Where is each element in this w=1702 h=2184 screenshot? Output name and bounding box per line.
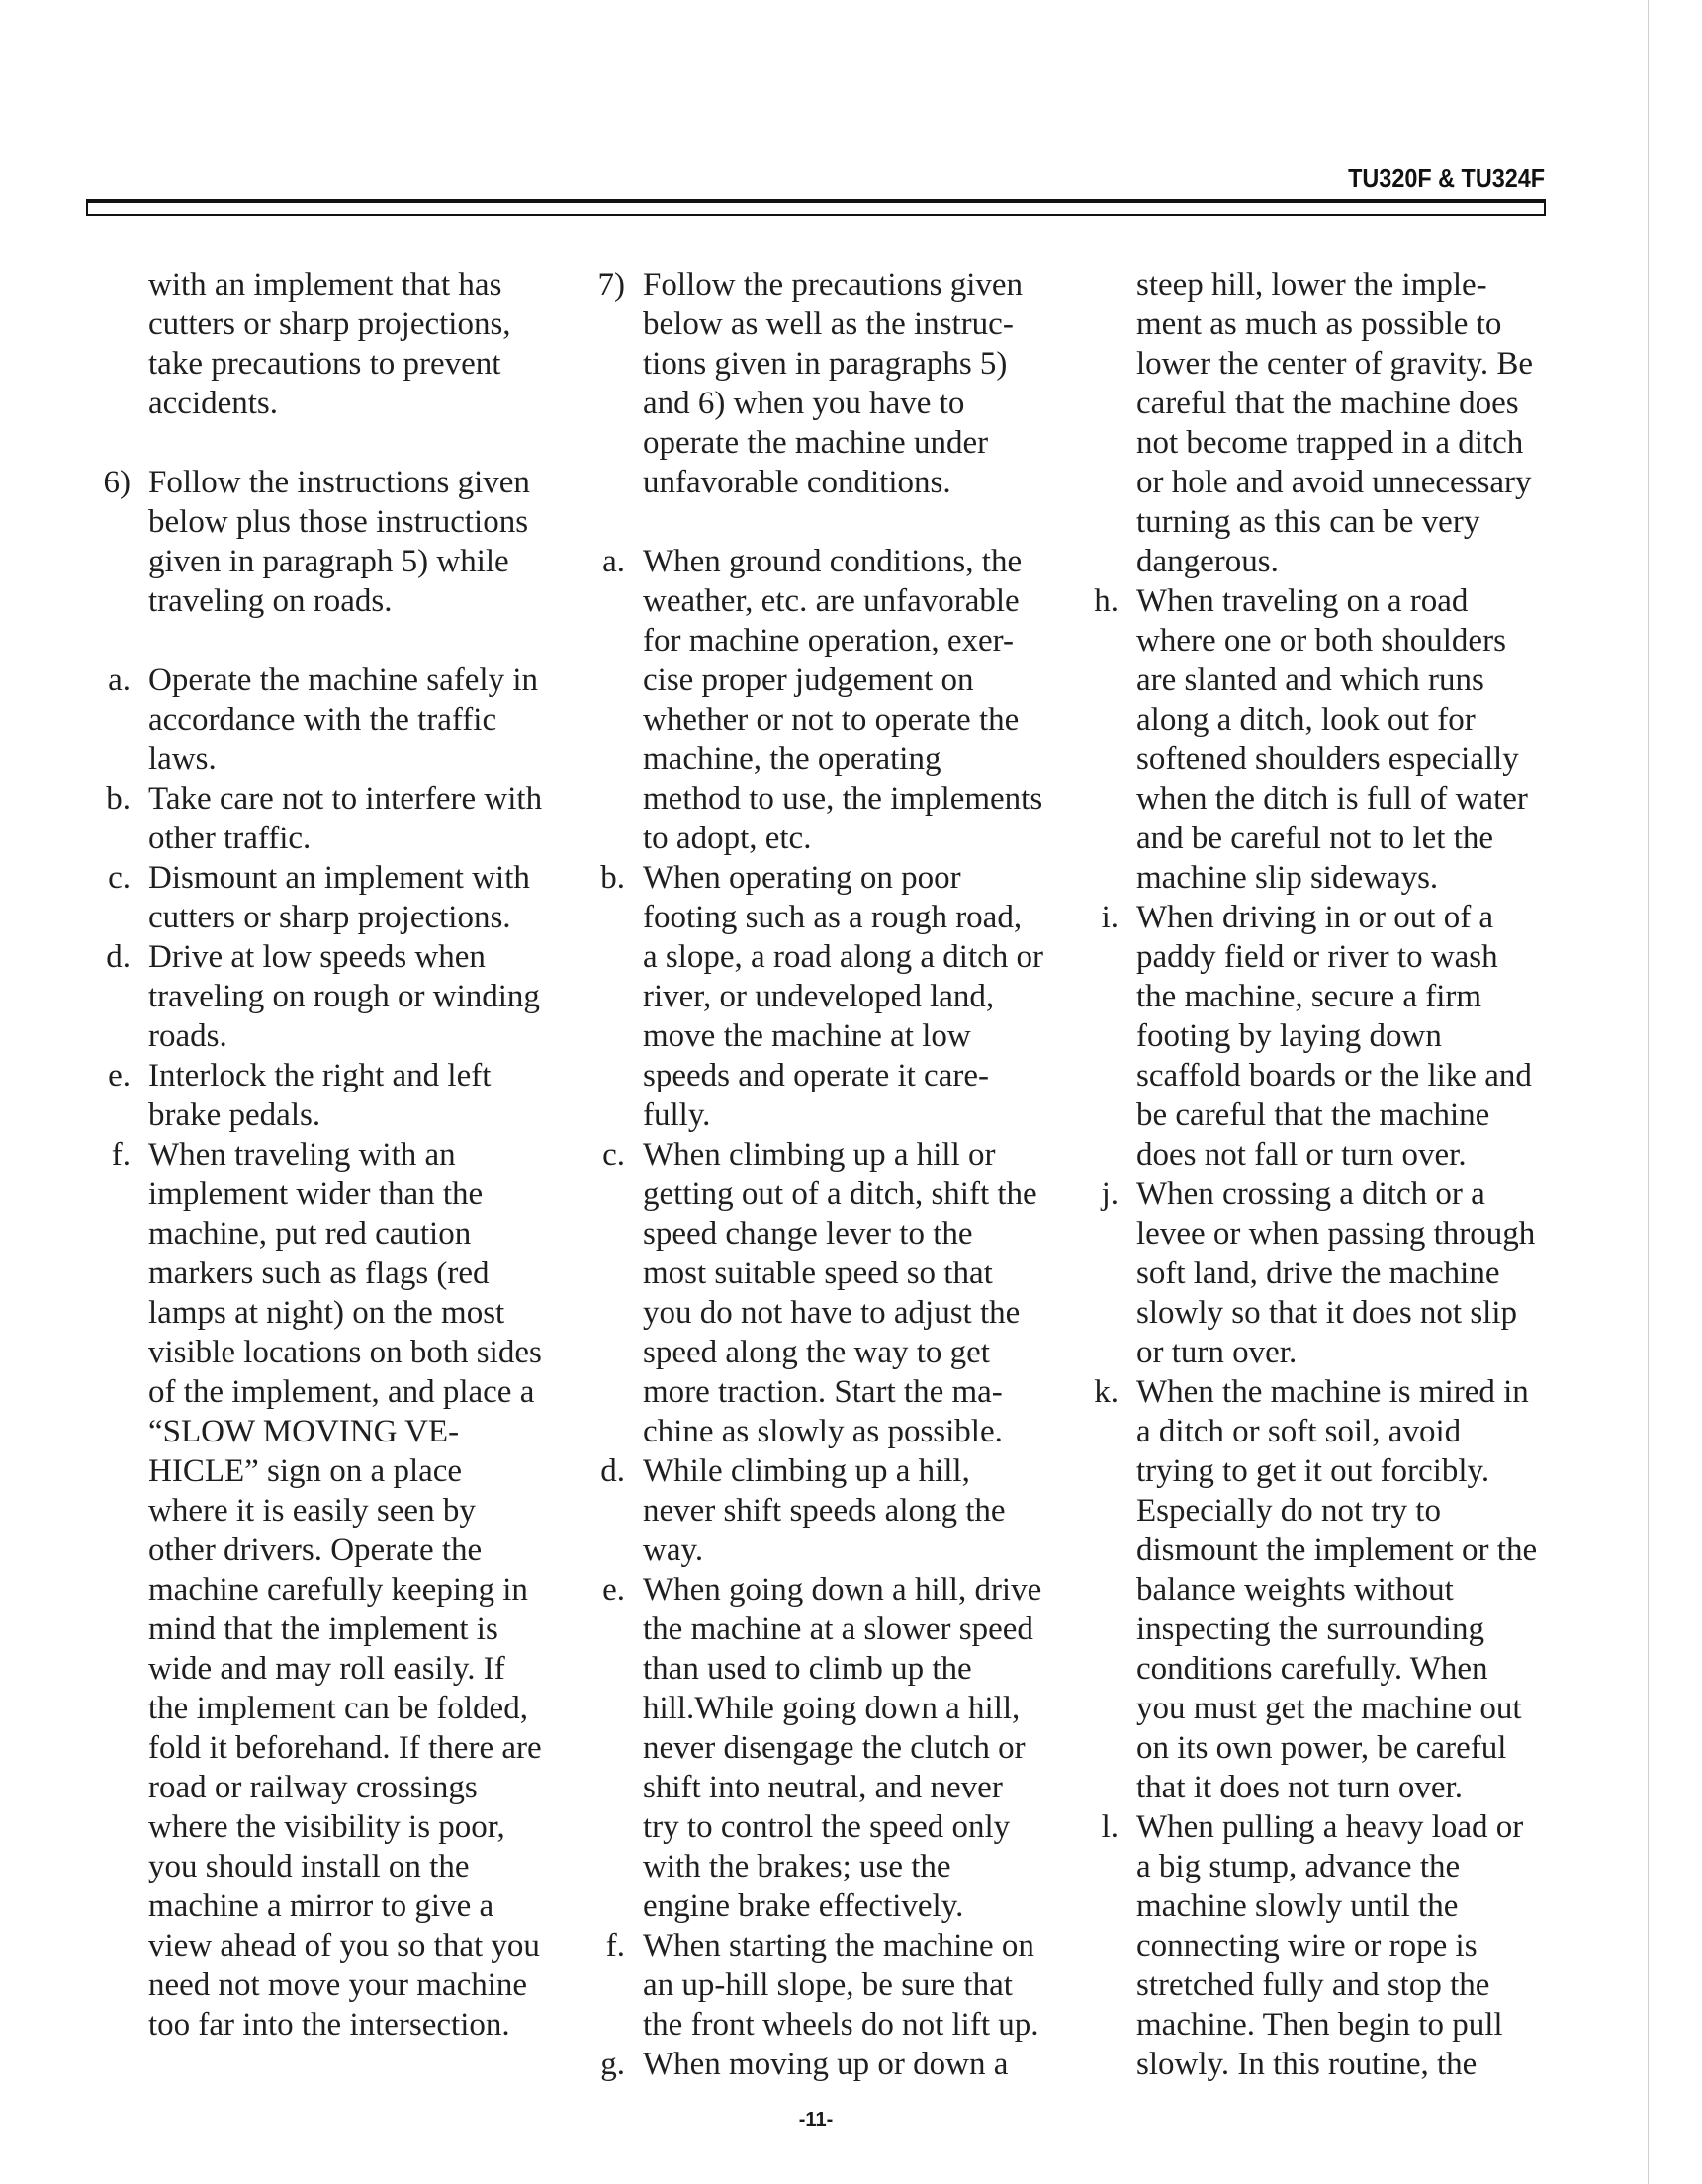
text-line: where it is easily seen by	[148, 1493, 476, 1529]
item-number: 7)	[597, 267, 625, 303]
text-line: When traveling with an	[148, 1137, 456, 1173]
text-line: While climbing up a hill,	[643, 1453, 970, 1489]
text-line: When driving in or out of a	[1136, 900, 1494, 935]
text-line: steep hill, lower the imple-	[1136, 267, 1487, 303]
text-line: connecting wire or rope is	[1136, 1928, 1478, 1964]
text-line: speeds and operate it care-	[643, 1058, 989, 1093]
lettered-subitem	[91, 779, 542, 858]
text-line: need not move your machine	[148, 1967, 528, 2003]
subitem-text	[1136, 1175, 1535, 1372]
subitem-letter: e.	[108, 1058, 131, 1093]
text-line: When operating on poor	[643, 860, 961, 896]
text-line: When ground conditions, the	[643, 544, 1023, 579]
text-line: visible locations on both sides	[148, 1335, 542, 1370]
text-line: slowly. In this routine, the	[1136, 2047, 1478, 2082]
text-line: where the visibility is poor,	[148, 1809, 505, 1845]
text-line: When pulling a heavy load or	[1136, 1809, 1524, 1845]
text-line: hill.While going down a hill,	[643, 1691, 1021, 1726]
item-text	[148, 265, 511, 423]
text-line: Interlock the right and left	[148, 1058, 492, 1093]
text-line: or turn over.	[1136, 1335, 1298, 1370]
subitem-text	[1136, 265, 1533, 581]
text-line: lamps at night) on the most	[148, 1295, 505, 1331]
text-line: you do not have to adjust the	[643, 1295, 1021, 1331]
text-line: that it does not turn over.	[1136, 1770, 1463, 1805]
lettered-subitem	[1079, 265, 1537, 581]
text-line: you must get the machine out	[1136, 1691, 1522, 1726]
column-3	[1079, 265, 1537, 2084]
lettered-subitem	[91, 858, 542, 937]
subitem-letter: b.	[600, 860, 625, 896]
header-rule	[86, 199, 1546, 216]
text-line: accordance with the traffic	[148, 702, 497, 738]
text-line: roads.	[148, 1018, 227, 1054]
subitem-letter: c.	[108, 860, 131, 896]
text-line: does not fall or turn over.	[1136, 1137, 1467, 1173]
text-line: levee or when passing through	[1136, 1216, 1536, 1252]
text-line: getting out of a ditch, shift the	[643, 1177, 1037, 1212]
text-line: stretched fully and stop the	[1136, 1967, 1490, 2003]
text-line: or hole and avoid unnecessary	[1136, 465, 1532, 500]
text-line: ment as much as possible to	[1136, 306, 1502, 342]
subitem-text	[148, 779, 542, 858]
text-line: most suitable speed so that	[643, 1256, 993, 1291]
text-line: never disengage the clutch or	[643, 1730, 1026, 1766]
lettered-subitem	[585, 542, 1043, 858]
text-line: conditions carefully. When	[1136, 1651, 1488, 1687]
text-line: and be careful not to let the	[1136, 821, 1494, 856]
text-line: never shift speeds along the	[643, 1493, 1006, 1529]
subitem-text	[1136, 898, 1532, 1175]
text-line: an up-hill slope, be sure that	[643, 1967, 1013, 2003]
subitem-letter: d.	[106, 939, 131, 975]
text-line: method to use, the implements	[643, 781, 1043, 817]
lettered-subitem	[585, 1451, 1043, 1570]
subitem-text	[148, 937, 540, 1056]
text-line: a big stump, advance the	[1136, 1849, 1461, 1884]
text-line: Dismount an implement with	[148, 860, 530, 896]
subitem-letter: k.	[1094, 1374, 1119, 1410]
text-line: the implement can be folded,	[148, 1691, 528, 1726]
subitem-letter: a.	[602, 544, 625, 579]
lettered-subitem	[91, 1056, 542, 1135]
text-line: other drivers. Operate the	[148, 1532, 483, 1568]
numbered-item	[585, 265, 1043, 2084]
column-1	[91, 265, 542, 2045]
item-text	[148, 463, 530, 621]
page-number: -11-	[798, 2109, 834, 2131]
subitem-letter: c.	[602, 1137, 625, 1173]
text-line: speed along the way to get	[643, 1335, 990, 1370]
text-line: machine, put red caution	[148, 1216, 472, 1252]
text-line: accidents.	[148, 386, 279, 421]
text-line: way.	[643, 1532, 704, 1568]
subitem-letter: j.	[1101, 1177, 1119, 1212]
subitem-letter: g.	[600, 2047, 625, 2082]
text-line: machine slip sideways.	[1136, 860, 1439, 896]
text-line: for machine operation, exer-	[643, 623, 1014, 658]
lettered-subitem	[1079, 1372, 1537, 1807]
text-line: brake pedals.	[148, 1097, 321, 1133]
text-line: more traction. Start the ma-	[643, 1374, 1003, 1410]
text-line: speed change lever to the	[643, 1216, 973, 1252]
subitem-text	[643, 1570, 1041, 1926]
text-line: the machine at a slower speed	[643, 1612, 1033, 1647]
subitem-letter: d.	[600, 1453, 625, 1489]
text-line: below plus those instructions	[148, 504, 529, 540]
subitem-text	[148, 660, 538, 779]
text-line: turning as this can be very	[1136, 504, 1480, 540]
text-line: “SLOW MOVING VE-	[148, 1414, 460, 1449]
text-line: with an implement that has	[148, 267, 502, 303]
text-line: slowly so that it does not slip	[1136, 1295, 1518, 1331]
text-line: implement wider than the	[148, 1177, 484, 1212]
subitem-text	[148, 1056, 491, 1135]
text-line: when the ditch is full of water	[1136, 781, 1528, 817]
text-line: scaffold boards or the like and	[1136, 1058, 1532, 1093]
subitem-text	[1136, 1372, 1537, 1807]
text-line: road or railway crossings	[148, 1770, 478, 1805]
text-line: too far into the intersection.	[148, 2007, 510, 2043]
text-line: footing by laying down	[1136, 1018, 1442, 1054]
text-line: take precautions to prevent	[148, 346, 501, 382]
text-line: fully.	[643, 1097, 711, 1133]
text-line: careful that the machine does	[1136, 386, 1519, 421]
lettered-subitem	[1079, 1175, 1537, 1372]
text-line: When traveling on a road	[1136, 583, 1469, 619]
lettered-subitem	[1079, 581, 1537, 898]
text-line: machine slowly until the	[1136, 1888, 1459, 1924]
model-header: TU320F & TU324F	[1348, 163, 1545, 193]
text-line: along a ditch, look out for	[1136, 702, 1476, 738]
text-line: of the implement, and place a	[148, 1374, 535, 1410]
subitem-text	[643, 858, 1043, 1135]
text-line: mind that the implement is	[148, 1612, 498, 1647]
subitem-text	[643, 1451, 1006, 1570]
subitem-letter: e.	[602, 1572, 625, 1608]
text-line: softened shoulders especially	[1136, 742, 1519, 777]
text-line: and 6) when you have to	[643, 386, 965, 421]
text-line: When crossing a ditch or a	[1136, 1177, 1485, 1212]
text-line: other traffic.	[148, 821, 312, 856]
subitem-text	[148, 1135, 542, 2045]
text-line: lower the center of gravity. Be	[1136, 346, 1534, 382]
text-line: weather, etc. are unfavorable	[643, 583, 1020, 619]
subitem-letter: l.	[1101, 1809, 1119, 1845]
item-paragraph	[91, 265, 542, 423]
subitem-letter: a.	[108, 662, 131, 698]
text-line: laws.	[148, 742, 217, 777]
lettered-subitem	[585, 1926, 1043, 2045]
subitem-letter: i.	[1101, 900, 1119, 935]
text-line: Operate the machine safely in	[148, 662, 538, 698]
lettered-subitem	[585, 1135, 1043, 1451]
subitem-letter: f.	[111, 1137, 131, 1173]
text-line: fold it beforehand. If there are	[148, 1730, 542, 1766]
text-line: you should install on the	[148, 1849, 470, 1884]
text-line: Follow the instructions given	[148, 465, 530, 500]
text-line: Especially do not try to	[1136, 1493, 1441, 1529]
lettered-subitem	[91, 1135, 542, 2045]
text-line: below as well as the instruc-	[643, 306, 1014, 342]
text-line: machine carefully keeping in	[148, 1572, 528, 1608]
lettered-subitem	[585, 858, 1043, 1135]
lettered-subitem	[91, 660, 542, 779]
text-line: dismount the implement or the	[1136, 1532, 1538, 1568]
item-text	[643, 265, 1023, 502]
text-line: not become trapped in a ditch	[1136, 425, 1524, 461]
text-line: than used to climb up the	[643, 1651, 972, 1687]
text-line: cutters or sharp projections.	[148, 900, 511, 935]
subitem-text	[643, 1135, 1037, 1451]
subitem-letter: f.	[605, 1928, 625, 1964]
lettered-subitem	[585, 1570, 1043, 1926]
subitem-text	[643, 2045, 1008, 2084]
subitem-letter: b.	[106, 781, 131, 817]
text-line: When going down a hill, drive	[643, 1572, 1042, 1608]
text-line: paddy field or river to wash	[1136, 939, 1498, 975]
scan-edge-line	[1648, 0, 1649, 2184]
text-line: operate the machine under	[643, 425, 989, 461]
column-2	[585, 265, 1043, 2084]
text-line: shift into neutral, and never	[643, 1770, 1003, 1805]
text-line: inspecting the surrounding	[1136, 1612, 1484, 1647]
text-line: When climbing up a hill or	[643, 1137, 996, 1173]
text-line: engine brake effectively.	[643, 1888, 964, 1924]
text-line: cutters or sharp projections,	[148, 306, 511, 342]
lettered-subitem	[1079, 1807, 1537, 2084]
item-paragraph	[585, 265, 1043, 502]
text-line: Follow the precautions given	[643, 267, 1024, 303]
continued-item	[1079, 265, 1537, 2084]
subitem-text	[1136, 1807, 1523, 2084]
text-line: on its own power, be careful	[1136, 1730, 1507, 1766]
item-paragraph	[91, 463, 542, 621]
lettered-subitem	[585, 2045, 1043, 2084]
subitem-letter: h.	[1094, 583, 1119, 619]
text-line: a ditch or soft soil, avoid	[1136, 1414, 1462, 1449]
text-line: HICLE” sign on a place	[148, 1453, 463, 1489]
text-line: machine a mirror to give a	[148, 1888, 494, 1924]
text-line: When the machine is mired in	[1136, 1374, 1529, 1410]
lettered-subitem	[91, 937, 542, 1056]
lettered-subitem	[1079, 898, 1537, 1175]
text-line: with the brakes; use the	[643, 1849, 951, 1884]
text-line: unfavorable conditions.	[643, 465, 951, 500]
text-line: move the machine at low	[643, 1018, 971, 1054]
text-line: chine as slowly as possible.	[643, 1414, 1003, 1449]
text-line: dangerous.	[1136, 544, 1279, 579]
text-line: machine. Then begin to pull	[1136, 2007, 1503, 2043]
text-line: trying to get it out forcibly.	[1136, 1453, 1490, 1489]
subitem-text	[1136, 581, 1528, 898]
subitem-text	[643, 542, 1042, 858]
text-line: cise proper judgement on	[643, 662, 974, 698]
text-line: be careful that the machine	[1136, 1097, 1490, 1133]
text-line: When moving up or down a	[643, 2047, 1009, 2082]
text-line: a slope, a road along a ditch or	[643, 939, 1044, 975]
text-line: try to control the speed only	[643, 1809, 1011, 1845]
text-line: the front wheels do not lift up.	[643, 2007, 1039, 2043]
text-line: whether or not to operate the	[643, 702, 1020, 738]
text-line: the machine, secure a firm	[1136, 979, 1482, 1014]
text-line: soft land, drive the machine	[1136, 1256, 1500, 1291]
text-line: machine, the operating	[643, 742, 941, 777]
text-line: traveling on rough or winding	[148, 979, 540, 1014]
text-line: tions given in paragraphs 5)	[643, 346, 1008, 382]
text-line: markers such as flags (red	[148, 1256, 490, 1291]
text-line: view ahead of you so that you	[148, 1928, 540, 1964]
subitem-text	[148, 858, 530, 937]
text-line: to adopt, etc.	[643, 821, 812, 856]
text-line: Take care not to interfere with	[148, 781, 543, 817]
subitem-text	[643, 1926, 1039, 2045]
text-line: river, or undeveloped land,	[643, 979, 995, 1014]
continued-item	[91, 265, 542, 423]
text-line: where one or both shoulders	[1136, 623, 1506, 658]
numbered-item	[91, 463, 542, 2045]
text-line: When starting the machine on	[643, 1928, 1034, 1964]
item-number: 6)	[103, 465, 131, 500]
text-line: Drive at low speeds when	[148, 939, 486, 975]
text-line: footing such as a rough road,	[643, 900, 1023, 935]
text-line: given in paragraph 5) while	[148, 544, 509, 579]
text-line: balance weights without	[1136, 1572, 1454, 1608]
text-line: are slanted and which runs	[1136, 662, 1484, 698]
text-line: traveling on roads.	[148, 583, 393, 619]
text-line: wide and may roll easily. If	[148, 1651, 505, 1687]
